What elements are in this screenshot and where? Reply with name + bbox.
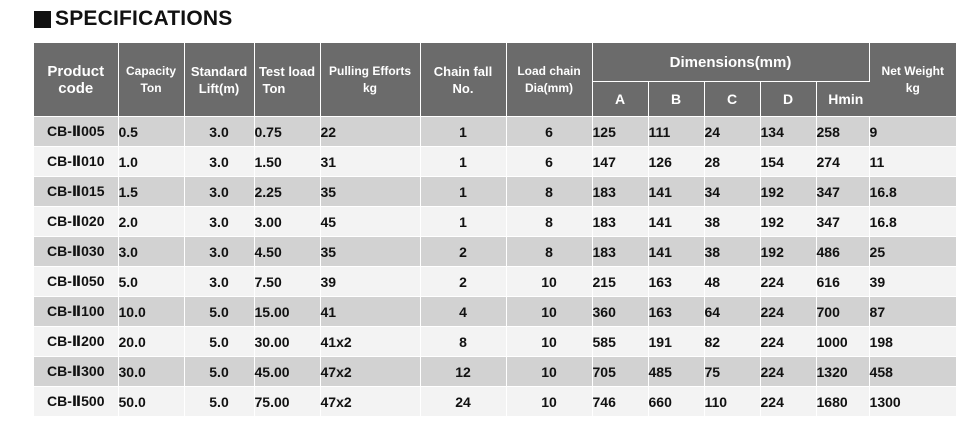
- cell-load-chain: 6: [506, 117, 592, 147]
- cell-product-code: CB-Ⅱ030: [34, 237, 118, 267]
- cell-product-code: CB-Ⅱ050: [34, 267, 118, 297]
- cell-dim-b: 163: [648, 267, 704, 297]
- cell-load-chain: 10: [506, 387, 592, 417]
- cell-dim-b: 660: [648, 387, 704, 417]
- cell-test-load: 1.50: [254, 147, 320, 177]
- cell-pulling-efforts: 22: [320, 117, 420, 147]
- cell-pulling-efforts: 45: [320, 207, 420, 237]
- cell-pulling-efforts: 47x2: [320, 357, 420, 387]
- cell-chain-fall: 12: [420, 357, 506, 387]
- cell-dim-a: 183: [592, 237, 648, 267]
- spec-rows: [34, 117, 956, 417]
- cell-dim-a: 125: [592, 117, 648, 147]
- header-capacity: Capacity Ton: [118, 43, 184, 117]
- cell-net-weight: 198: [869, 327, 956, 357]
- cell-standard-lift: 3.0: [184, 267, 254, 297]
- cell-net-weight: 458: [869, 357, 956, 387]
- cell-chain-fall: 1: [420, 117, 506, 147]
- cell-dim-c: 34: [704, 177, 760, 207]
- cell-pulling-efforts: 47x2: [320, 387, 420, 417]
- cell-dim-d: 224: [760, 387, 816, 417]
- cell-dim-a: 705: [592, 357, 648, 387]
- cell-dim-d: 192: [760, 207, 816, 237]
- section-title-text: SPECIFICATIONS: [55, 7, 233, 30]
- cell-dim-c: 38: [704, 237, 760, 267]
- cell-test-load: 4.50: [254, 237, 320, 267]
- cell-standard-lift: 3.0: [184, 147, 254, 177]
- cell-capacity: 1.5: [118, 177, 184, 207]
- cell-product-code: CB-Ⅱ005: [34, 117, 118, 147]
- cell-dim-hmin: 1000: [816, 327, 869, 357]
- cell-test-load: 0.75: [254, 117, 320, 147]
- cell-dim-d: 154: [760, 147, 816, 177]
- header-dim-b: B: [648, 82, 704, 117]
- cell-product-code: CB-Ⅱ100: [34, 297, 118, 327]
- cell-capacity: 2.0: [118, 207, 184, 237]
- cell-dim-hmin: 1320: [816, 357, 869, 387]
- cell-dim-b: 126: [648, 147, 704, 177]
- cell-dim-a: 183: [592, 177, 648, 207]
- cell-dim-b: 163: [648, 297, 704, 327]
- cell-dim-c: 110: [704, 387, 760, 417]
- cell-standard-lift: 5.0: [184, 387, 254, 417]
- table-row: [34, 237, 956, 267]
- cell-dim-d: 224: [760, 357, 816, 387]
- cell-load-chain: 8: [506, 177, 592, 207]
- cell-dim-b: 111: [648, 117, 704, 147]
- cell-standard-lift: 5.0: [184, 297, 254, 327]
- cell-dim-b: 141: [648, 177, 704, 207]
- cell-dim-b: 141: [648, 207, 704, 237]
- header-product-code: Product code: [34, 43, 118, 117]
- cell-dim-c: 82: [704, 327, 760, 357]
- cell-test-load: 2.25: [254, 177, 320, 207]
- cell-chain-fall: 24: [420, 387, 506, 417]
- cell-dim-d: 192: [760, 177, 816, 207]
- header-dim-hmin: Hmin: [816, 82, 869, 117]
- table-row: [34, 357, 956, 387]
- cell-load-chain: 10: [506, 327, 592, 357]
- cell-capacity: 1.0: [118, 147, 184, 177]
- cell-test-load: 45.00: [254, 357, 320, 387]
- cell-dim-c: 38: [704, 207, 760, 237]
- cell-net-weight: 1300: [869, 387, 956, 417]
- cell-capacity: 5.0: [118, 267, 184, 297]
- table-row: [34, 387, 956, 417]
- cell-test-load: 3.00: [254, 207, 320, 237]
- cell-product-code: CB-Ⅱ015: [34, 177, 118, 207]
- table-row: [34, 327, 956, 357]
- cell-product-code: CB-Ⅱ500: [34, 387, 118, 417]
- cell-net-weight: 25: [869, 237, 956, 267]
- header-chain-fall: Chain fall No.: [420, 43, 506, 117]
- cell-capacity: 30.0: [118, 357, 184, 387]
- header-net-weight: Net Weight kg: [869, 43, 956, 117]
- cell-load-chain: 8: [506, 237, 592, 267]
- cell-dim-c: 24: [704, 117, 760, 147]
- cell-chain-fall: 8: [420, 327, 506, 357]
- cell-dim-hmin: 486: [816, 237, 869, 267]
- cell-dim-c: 28: [704, 147, 760, 177]
- cell-dim-c: 48: [704, 267, 760, 297]
- section-title: [34, 6, 232, 32]
- cell-dim-a: 147: [592, 147, 648, 177]
- cell-dim-a: 183: [592, 207, 648, 237]
- header-load-chain: Load chain Dia(mm): [506, 43, 592, 117]
- cell-net-weight: 39: [869, 267, 956, 297]
- cell-net-weight: 87: [869, 297, 956, 327]
- cell-load-chain: 6: [506, 147, 592, 177]
- cell-dim-a: 585: [592, 327, 648, 357]
- cell-pulling-efforts: 35: [320, 177, 420, 207]
- title-square-icon: [34, 11, 51, 28]
- cell-load-chain: 10: [506, 357, 592, 387]
- cell-dim-d: 224: [760, 327, 816, 357]
- cell-product-code: CB-Ⅱ020: [34, 207, 118, 237]
- cell-dim-a: 360: [592, 297, 648, 327]
- header-dim-c: C: [704, 82, 760, 117]
- cell-net-weight: 16.8: [869, 207, 956, 237]
- table-row: [34, 267, 956, 297]
- cell-dim-b: 141: [648, 237, 704, 267]
- cell-dim-hmin: 274: [816, 147, 869, 177]
- cell-dim-b: 191: [648, 327, 704, 357]
- cell-dim-d: 134: [760, 117, 816, 147]
- cell-dim-c: 64: [704, 297, 760, 327]
- cell-product-code: CB-Ⅱ010: [34, 147, 118, 177]
- header-test-load: Test load Ton: [254, 43, 320, 117]
- cell-dim-b: 485: [648, 357, 704, 387]
- header-dim-d: D: [760, 82, 816, 117]
- cell-load-chain: 10: [506, 297, 592, 327]
- table-row: [34, 297, 956, 327]
- header-dim-a: A: [592, 82, 648, 117]
- cell-capacity: 3.0: [118, 237, 184, 267]
- cell-pulling-efforts: 41: [320, 297, 420, 327]
- table-row: [34, 207, 956, 237]
- cell-chain-fall: 1: [420, 177, 506, 207]
- cell-standard-lift: 3.0: [184, 237, 254, 267]
- table-row: [34, 177, 956, 207]
- cell-capacity: 20.0: [118, 327, 184, 357]
- cell-standard-lift: 3.0: [184, 207, 254, 237]
- cell-test-load: 30.00: [254, 327, 320, 357]
- cell-dim-hmin: 1680: [816, 387, 869, 417]
- cell-load-chain: 10: [506, 267, 592, 297]
- cell-dim-a: 215: [592, 267, 648, 297]
- cell-dim-d: 224: [760, 267, 816, 297]
- cell-capacity: 10.0: [118, 297, 184, 327]
- table-row: [34, 117, 956, 147]
- cell-dim-hmin: 347: [816, 177, 869, 207]
- cell-capacity: 50.0: [118, 387, 184, 417]
- cell-pulling-efforts: 39: [320, 267, 420, 297]
- cell-chain-fall: 2: [420, 237, 506, 267]
- cell-net-weight: 16.8: [869, 177, 956, 207]
- table-row: [34, 147, 956, 177]
- cell-chain-fall: 1: [420, 207, 506, 237]
- cell-pulling-efforts: 41x2: [320, 327, 420, 357]
- cell-dim-d: 224: [760, 297, 816, 327]
- cell-dim-hmin: 258: [816, 117, 869, 147]
- cell-capacity: 0.5: [118, 117, 184, 147]
- cell-chain-fall: 4: [420, 297, 506, 327]
- cell-standard-lift: 3.0: [184, 177, 254, 207]
- cell-standard-lift: 5.0: [184, 357, 254, 387]
- header-standard-lift: Standard Lift(m): [184, 43, 254, 117]
- cell-chain-fall: 2: [420, 267, 506, 297]
- cell-dim-hmin: 616: [816, 267, 869, 297]
- cell-standard-lift: 5.0: [184, 327, 254, 357]
- cell-test-load: 15.00: [254, 297, 320, 327]
- cell-net-weight: 11: [869, 147, 956, 177]
- cell-dim-d: 192: [760, 237, 816, 267]
- cell-load-chain: 8: [506, 207, 592, 237]
- header-dimensions: Dimensions(mm): [592, 43, 869, 82]
- cell-pulling-efforts: 31: [320, 147, 420, 177]
- cell-product-code: CB-Ⅱ300: [34, 357, 118, 387]
- cell-test-load: 75.00: [254, 387, 320, 417]
- specifications-table: [34, 43, 956, 417]
- cell-chain-fall: 1: [420, 147, 506, 177]
- cell-dim-hmin: 700: [816, 297, 869, 327]
- cell-standard-lift: 3.0: [184, 117, 254, 147]
- cell-pulling-efforts: 35: [320, 237, 420, 267]
- header-pulling-efforts: Pulling Efforts kg: [320, 43, 420, 117]
- cell-product-code: CB-Ⅱ200: [34, 327, 118, 357]
- cell-net-weight: 9: [869, 117, 956, 147]
- cell-dim-hmin: 347: [816, 207, 869, 237]
- cell-dim-a: 746: [592, 387, 648, 417]
- cell-dim-c: 75: [704, 357, 760, 387]
- cell-test-load: 7.50: [254, 267, 320, 297]
